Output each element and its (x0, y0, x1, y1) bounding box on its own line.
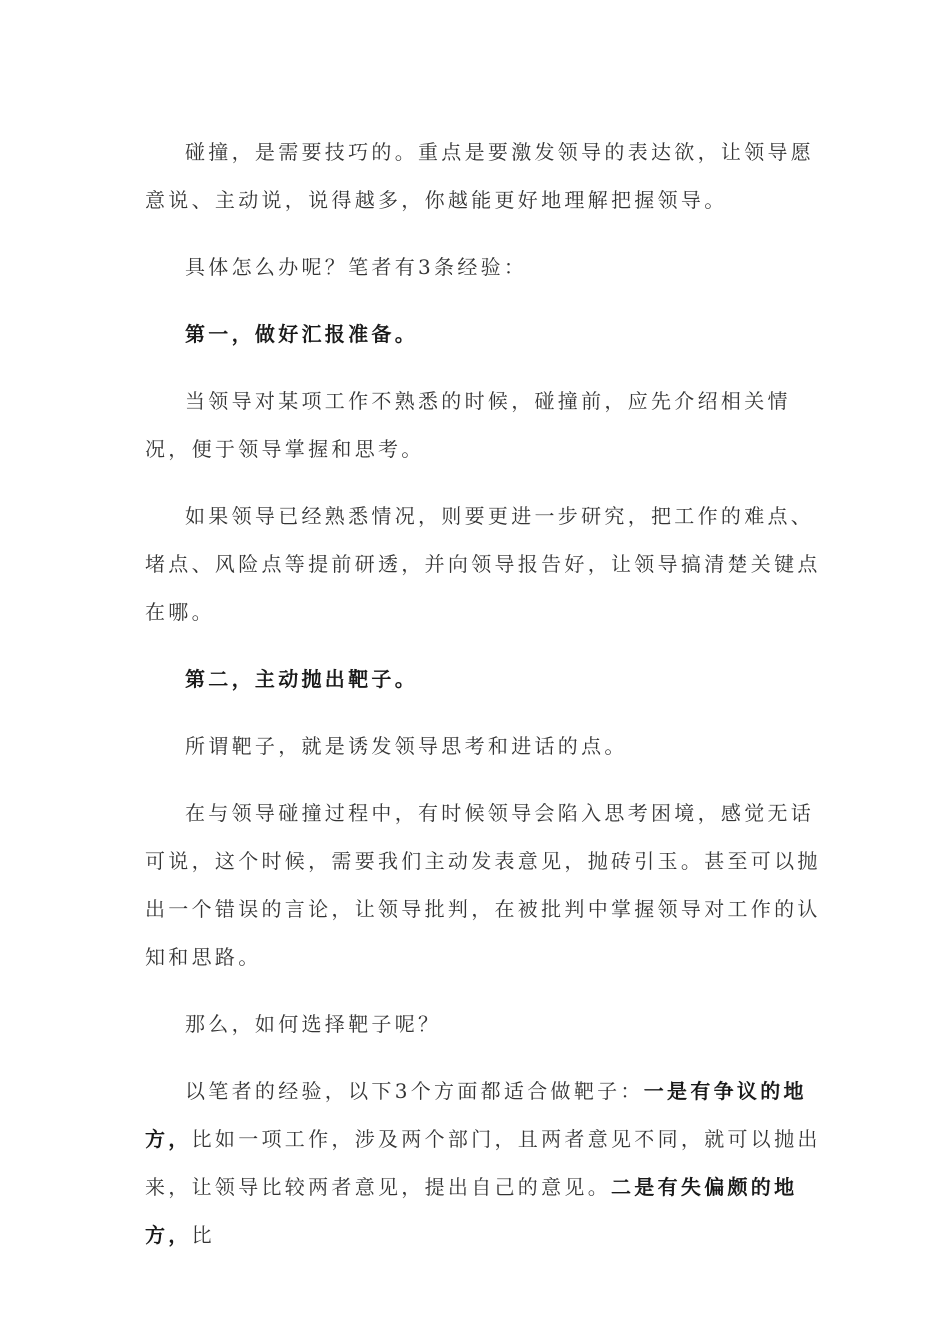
paragraph-gap (145, 291, 825, 310)
paragraph-gap (145, 1048, 825, 1067)
paragraph-gap (145, 636, 825, 655)
paragraph-choose-target-question: 那么，如何选择靶子呢？ (185, 1012, 442, 1036)
paragraph-gap (145, 703, 825, 722)
paragraph-segment: 比如一项工作，涉及两个部门，且两者意见不同，就可以抛出来，让领导比较两者意见，提出自己的意见。 (145, 1127, 821, 1199)
paragraph-collision-skill: 碰撞，是需要技巧的。重点是要激发领导的表达欲，让领导愿意说、主动说，说得越多，你越能更好地理解把握领导。 (145, 140, 815, 212)
paragraph-three-tips-intro: 具体怎么办呢？笔者有3条经验： (185, 255, 528, 279)
paragraph-gap (145, 981, 825, 1000)
emphasis-biased-point: 二是有失偏颇的地方， (145, 1175, 798, 1247)
paragraph-segment: 以笔者的经验，以下3个方面都适合做靶子： (185, 1079, 644, 1103)
paragraph-gap (145, 358, 825, 377)
paragraph-thinking-dilemma: 在与领导碰撞过程中，有时候领导会陷入思考困境，感觉无话可说，这个时候，需要我们主动发表意见，抛砖引玉。甚至可以抛出一个错误的言论，让领导批判，在被批判中掌握领导对工作的认知和思路。 (145, 801, 821, 969)
paragraph-gap (145, 770, 825, 789)
paragraph-gap (145, 473, 825, 492)
section-heading-prepare-report: 第一，做好汇报准备。 (185, 322, 418, 346)
document-body (145, 128, 825, 1259)
paragraph-introduce-situation: 当领导对某项工作不熟悉的时候，碰撞前，应先介绍相关情况，便于领导掌握和思考。 (145, 389, 791, 461)
emphasis-controversial-point: 一是有争议的地方， (145, 1079, 807, 1151)
paragraph-target-definition: 所谓靶子，就是诱发领导思考和进话的点。 (185, 734, 628, 758)
paragraph-gap (145, 224, 825, 243)
paragraph-three-aspects (145, 1067, 825, 1259)
section-heading-throw-target: 第二，主动抛出靶子。 (185, 667, 418, 691)
paragraph-study-key-points: 如果领导已经熟悉情况，则要更进一步研究，把工作的难点、堵点、风险点等提前研透，并向领导报告好，让领导搞清楚关键点在哪。 (145, 504, 821, 624)
paragraph-segment: 比 (191, 1223, 215, 1247)
